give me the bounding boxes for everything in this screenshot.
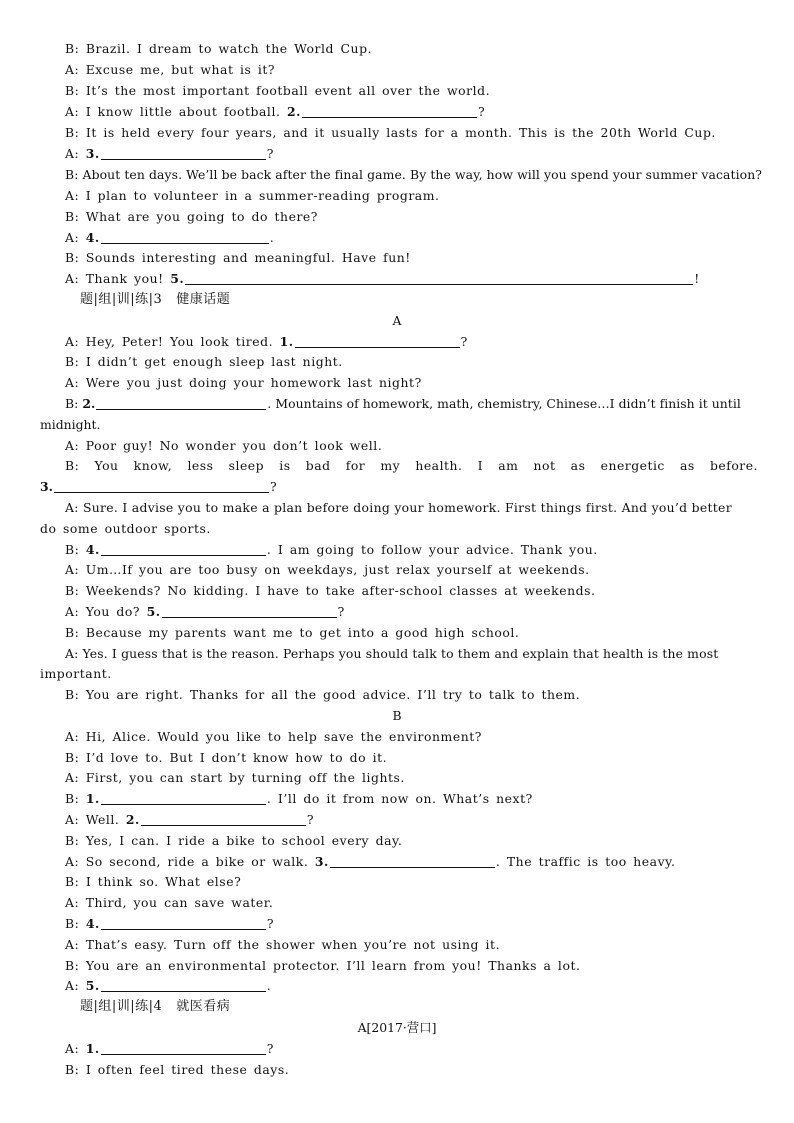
blank-number: 1.: [85, 791, 100, 806]
blank-number: 4.: [85, 916, 100, 931]
line-punct: !: [694, 271, 700, 286]
part-heading: A[2017·营口]: [357, 1020, 437, 1035]
dialogue-line: [40, 788, 758, 809]
dialogue-line: [40, 143, 758, 164]
dialogue-line: [40, 975, 758, 996]
dialogue-line: B: Sounds interesting and meaningful. Have fun!: [65, 250, 411, 265]
blank-number: 2.: [82, 396, 96, 411]
answer-blank[interactable]: [185, 272, 693, 285]
dialogue-line: A: First, you can start by turning off the lights.: [65, 770, 405, 785]
answer-blank[interactable]: [101, 543, 266, 556]
line-punct: .: [266, 978, 272, 993]
dialogue-line: [40, 913, 758, 934]
line-text: A: So second, ride a bike or walk.: [65, 854, 315, 869]
blank-number: 5.: [85, 978, 100, 993]
dialogue-line: B: I didn’t get enough sleep last night.: [65, 354, 343, 369]
dialogue-line: [40, 1038, 758, 1059]
line-punct: ?: [306, 812, 315, 827]
blank-number: 5.: [170, 271, 185, 286]
line-punct: ?: [478, 104, 486, 119]
line-punct: ?: [269, 479, 277, 494]
answer-blank[interactable]: [101, 1042, 266, 1055]
section-topic: 就医看病: [176, 999, 231, 1014]
dialogue-line: A: Sure. I advise you to make a plan before doing your homework. First things first. And you’d better: [65, 500, 732, 515]
line-punct: ?: [460, 334, 468, 349]
line-text: . I am going to follow your advice. Thank you.: [266, 542, 598, 557]
dialogue-line: [40, 331, 758, 352]
line-text: B:: [65, 396, 83, 411]
dialogue-line: B: I’d love to. But I don’t know how to do it.: [65, 750, 388, 765]
dialogue-line: B: Brazil. I dream to watch the World Cup.: [65, 41, 373, 56]
dialogue-line: A: Excuse me, but what is it?: [65, 62, 276, 77]
dialogue-line: midnight.: [40, 417, 101, 432]
dialogue-line: A: I plan to volunteer in a summer-reading program.: [65, 188, 440, 203]
line-text: . The traffic is too heavy.: [495, 854, 676, 869]
answer-blank[interactable]: [162, 605, 337, 618]
dialogue-line: B: I often feel tired these days.: [65, 1062, 290, 1077]
answer-blank[interactable]: [101, 231, 269, 244]
answer-blank[interactable]: [54, 480, 269, 493]
section-label: 题|组|训|练|3: [80, 292, 163, 307]
dialogue-line: A: Hi, Alice. Would you like to help save the environment?: [65, 729, 482, 744]
blank-number: 2.: [125, 812, 140, 827]
line-text: A:: [65, 978, 86, 993]
blank-number: 4.: [85, 230, 100, 245]
dialogue-line: A: Third, you can save water.: [65, 895, 274, 910]
answer-blank[interactable]: [96, 397, 266, 410]
dialogue-line: B: Because my parents want me to get into a good high school.: [65, 625, 520, 640]
dialogue-line: [40, 101, 758, 122]
part-heading: A: [392, 313, 402, 328]
part-heading: B: [392, 708, 402, 723]
section-topic: 健康话题: [176, 292, 231, 307]
line-text: A:: [65, 1041, 86, 1056]
line-punct: .: [269, 230, 275, 245]
line-text: B:: [65, 542, 86, 557]
dialogue-line: B: You know, less sleep is bad for my health. I am not as energetic as before.: [65, 458, 758, 473]
dialogue-line: A: Poor guy! No wonder you don’t look well.: [65, 438, 383, 453]
dialogue-line: [40, 268, 758, 289]
line-punct: ?: [266, 916, 275, 931]
line-text: A:: [65, 230, 86, 245]
blank-number: 3.: [85, 146, 100, 161]
answer-blank[interactable]: [101, 792, 266, 805]
dialogue-line: important.: [40, 666, 112, 681]
dialogue-line: [40, 809, 758, 830]
line-text: A: You do?: [65, 604, 147, 619]
line-punct: ?: [337, 604, 345, 619]
blank-number: 3.: [40, 479, 53, 494]
line-text: . Mountains of homework, math, chemistry, Chinese…I didn’t finish it until: [267, 396, 741, 411]
blank-number: 3.: [314, 854, 329, 869]
answer-blank[interactable]: [141, 813, 306, 826]
dialogue-line: B: Weekends? No kidding. I have to take after-school classes at weekends.: [65, 583, 596, 598]
line-text: B:: [65, 916, 86, 931]
line-text: A:: [65, 146, 86, 161]
dialogue-line: B: It’s the most important football event all over the world.: [65, 83, 491, 98]
line-punct: ?: [266, 1041, 274, 1056]
answer-blank[interactable]: [330, 855, 495, 868]
dialogue-line: [40, 539, 758, 560]
line-text: A: Hey, Peter! You look tired.: [65, 334, 280, 349]
answer-blank[interactable]: [295, 335, 460, 348]
dialogue-line: [40, 476, 758, 497]
answer-blank[interactable]: [101, 147, 266, 160]
section-heading: [80, 289, 230, 310]
section-heading: [80, 996, 230, 1017]
dialogue-line: A: Yes. I guess that is the reason. Perhaps you should talk to them and explain that health is the most: [65, 646, 719, 661]
line-text: A: I know little about football.: [65, 104, 287, 119]
dialogue-line: [40, 227, 758, 248]
answer-blank[interactable]: [302, 105, 477, 118]
section-label: 题|组|训|练|4: [80, 999, 163, 1014]
dialogue-line: [40, 851, 758, 872]
line-punct: ?: [266, 146, 274, 161]
line-text: A: Thank you!: [65, 271, 171, 286]
dialogue-line: B: I think so. What else?: [65, 874, 242, 889]
dialogue-line: [40, 393, 758, 414]
blank-number: 1.: [85, 1041, 100, 1056]
line-text: . I’ll do it from now on. What’s next?: [266, 791, 533, 806]
answer-blank[interactable]: [101, 979, 266, 992]
dialogue-line: A: Were you just doing your homework last night?: [65, 375, 422, 390]
blank-number: 2.: [286, 104, 301, 119]
dialogue-line: do some outdoor sports.: [40, 521, 211, 536]
dialogue-line: B: You are an environmental protector. I’ll learn from you! Thanks a lot.: [65, 958, 581, 973]
dialogue-line: B: It is held every four years, and it usually lasts for a month. This is the 20th World Cup.: [65, 125, 716, 140]
dialogue-line: B: About ten days. We’ll be back after the final game. By the way, how will you spend your summer vacation?: [65, 167, 763, 182]
dialogue-line: A: That’s easy. Turn off the shower when you’re not using it.: [65, 937, 501, 952]
dialogue-line: B: You are right. Thanks for all the good advice. I’ll try to talk to them.: [65, 687, 581, 702]
line-text: A: Well.: [65, 812, 126, 827]
blank-number: 5.: [146, 604, 161, 619]
blank-number: 4.: [85, 542, 100, 557]
dialogue-line: B: What are you going to do there?: [65, 209, 319, 224]
dialogue-line: B: Yes, I can. I ride a bike to school every day.: [65, 833, 403, 848]
blank-number: 1.: [279, 334, 294, 349]
answer-blank[interactable]: [101, 917, 266, 930]
dialogue-line: [40, 601, 758, 622]
dialogue-line: A: Um…If you are too busy on weekdays, just relax yourself at weekends.: [65, 562, 590, 577]
line-text: B:: [65, 791, 86, 806]
